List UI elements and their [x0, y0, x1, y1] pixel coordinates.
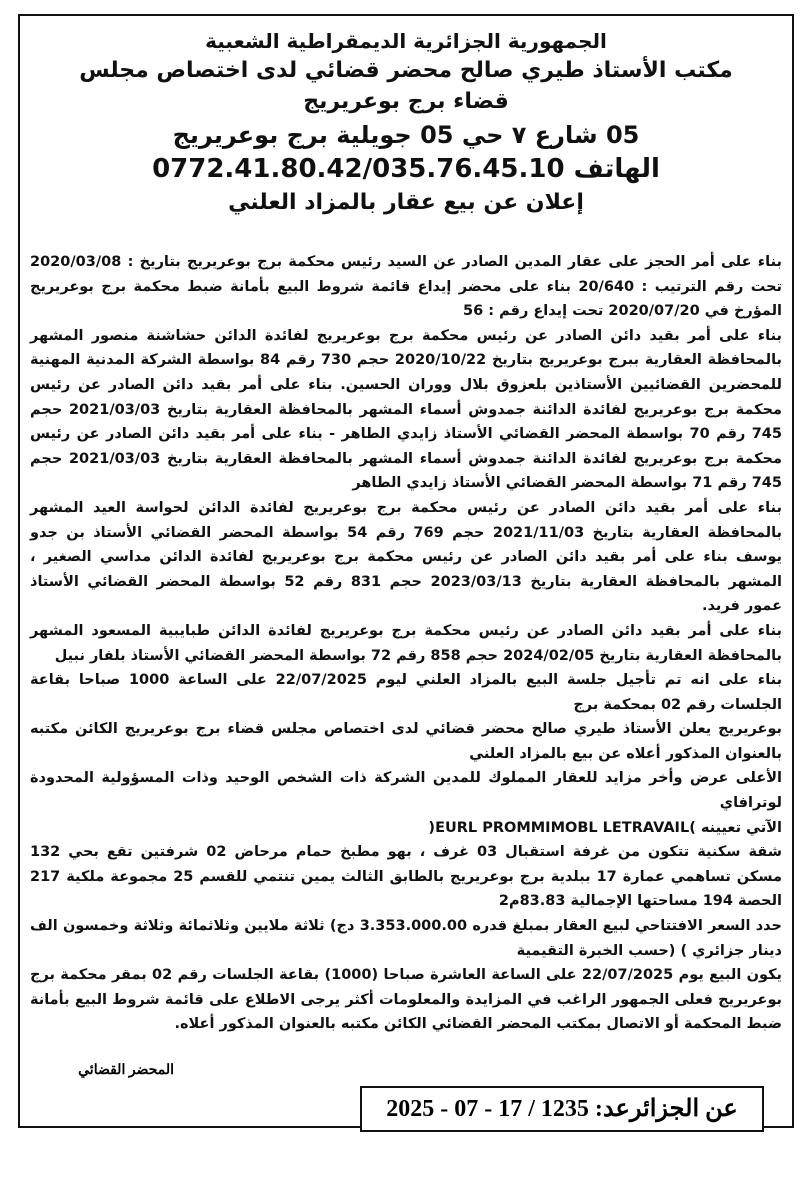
announcement-page	[18, 14, 794, 1128]
paragraph-company-name: الآتي تعيينه )EURL PROMMIMOBL LETRAVAIL(	[428, 819, 782, 836]
republic-title: الجمهورية الجزائرية الديمقراطية الشعبية	[205, 29, 607, 53]
paragraph-property: شقة سكنية تتكون من غرفة استقبال 03 غرف ، بهو مطبخ حمام مرحاض 02 شرفتين تقع بحي 132 مسكن تساهمي عمارة 17 ببلدية برج بوعريريج بالطابق الثالث يمين تنتمي للقسم 25 مجموعة ملكية 217 الحصة 194 مساحتها الإجمالية 83.83م2	[30, 844, 783, 910]
announcement-title: إعلان عن بيع عقار بالمزاد العلني	[228, 190, 584, 215]
paragraph-opening-price: حدد السعر الافتتاحي لبيع العقار بمبلغ قدره 3.353.000.00 دج) ثلاثة ملايين وثلاثمائة وثلاثة وخمسون الف دينار جزائري ) (حسب الخبرة التقيمية	[30, 918, 783, 959]
publication-stamp: عن الجزائرعد: 1235 / 17 - 07 - 2025	[360, 1086, 764, 1132]
paragraph-announcer: بوعريريج يعلن الأستاذ طيري صالح محضر قضائي لدى اختصاص مجلس قضاء برج بوعريريج الكائن مكتبه بالعنوان المذكور أعلاه عن بيع بالمزاد العلني	[30, 721, 782, 762]
paragraph-creditor-3: بناء على أمر بقيد دائن الصادر عن رئيس محكمة برج بوعريريج لفائدة الدائن طبايبية المسعود المشهر بالمحافظة العقارية بتاريخ 2024/02/05 حجم 858 رقم 72 بواسطة المحضر القضائي الأستاذ بلفار نبيل	[30, 622, 782, 664]
paragraph-owner: الأعلى عرض وأخر مزايد للعقار المملوك للمدين الشركة ذات الشخص الوحيد وذات المسؤولية المحدودة لوترافاي	[30, 770, 782, 812]
bailiff-signature-label: المحضر القضائي	[78, 1063, 174, 1078]
court-name: قضاء برج بوعريريج	[303, 89, 509, 114]
announcement-body	[30, 250, 782, 1037]
paragraph-creditor-2: بناء على أمر بقيد دائن الصادر عن رئيس محكمة برج بوعريريج لفائدة الدائن لحواسة العيد المشهر بالمحافظة العقارية بتاريخ 2021/11/03 حجم 769 رقم 54 بواسطة المحضر القضائي الأستاذ بن جدو يوسف بناء على أمر بقيد دائن الصادر عن رئيس محكمة برج بوعريريج لفائدة الدائن مداسي الصغير ، المشهر بالمحافظة العقارية بتاريخ 2023/03/13 حجم 831 رقم 52 بواسطة المحضر القضائي الأستاذ عمور فريد.	[30, 499, 783, 615]
office-title: مكتب الأستاذ طيري صالح محضر قضائي لدى اختصاص مجلس	[79, 58, 733, 83]
paragraph-seizure-order: بناء على أمر الحجز على عقار المدين الصادر عن السيد رئيس محكمة برج بوعريريج بتاريخ : 2020/03/08 تحت رقم الترتيب : 20/640 بناء على محضر إيداع قائمة شروط البيع بأمانة ضبط محكمة برج بوعريريج المؤرخ في 2020/07/20 تحت إيداع رقم : 56	[30, 254, 783, 320]
paragraph-sale-date: يكون البيع يوم 22/07/2025 على الساعة العاشرة صباحا (1000) بقاعة الجلسات رقم 02 بمقر محكمة برج بوعريريج فعلى الجمهور الراغب في المزايدة والمعلومات أكثر يرجى الاطلاع على قائمة شروط البيع بأمانة ضبط المحكمة أو الاتصال بمكتب المحضر القضائي الكائن مكتبه بالعنوان المذكور أعلاه.	[30, 967, 783, 1033]
office-phone: الهاتف 0772.41.80.42/035.76.45.10	[152, 154, 660, 184]
paragraph-postponement: بناء على انه تم تأجيل جلسة البيع بالمزاد العلني ليوم 22/07/2025 على الساعة 1000 صباحا بقاعة الجلسات رقم 02 بمحكمة برج	[30, 672, 783, 713]
header	[20, 26, 792, 220]
office-address: 05 شارع ٧ حي 05 جويلية برج بوعريريج	[172, 121, 640, 149]
paragraph-creditor-1: بناء على أمر بقيد دائن الصادر عن رئيس محكمة برج بوعريريج لفائدة الدائن حشاشنة منصور المشهر بالمحافظة العقارية ببرج بوعريريج بتاريخ 2020/10/22 حجم 730 رقم 84 بواسطة الشركة المدنية المهنية للمحضرين القضائيين الأستاذين بلعزوق بلال ووران الحسين. بناء على أمر بقيد دائن الصادر عن رئيس محكمة برج بوعريريج لفائدة الدائنة جمدوش أسماء المشهر بالمحافظة العقارية بتاريخ 2021/03/03 حجم 745 رقم 70 بواسطة المحضر القضائي الأستاذ زايدي الطاهر - بناء على أمر بقيد دائن الصادر عن رئيس محكمة برج بوعريريج لفائدة الدائنة جمدوش أسماء المشهر بالمحافظة العقارية بتاريخ 2021/03/03 حجم 745 رقم 71 بواسطة المحضر القضائي الأستاذ زايدي الطاهر	[30, 327, 782, 492]
